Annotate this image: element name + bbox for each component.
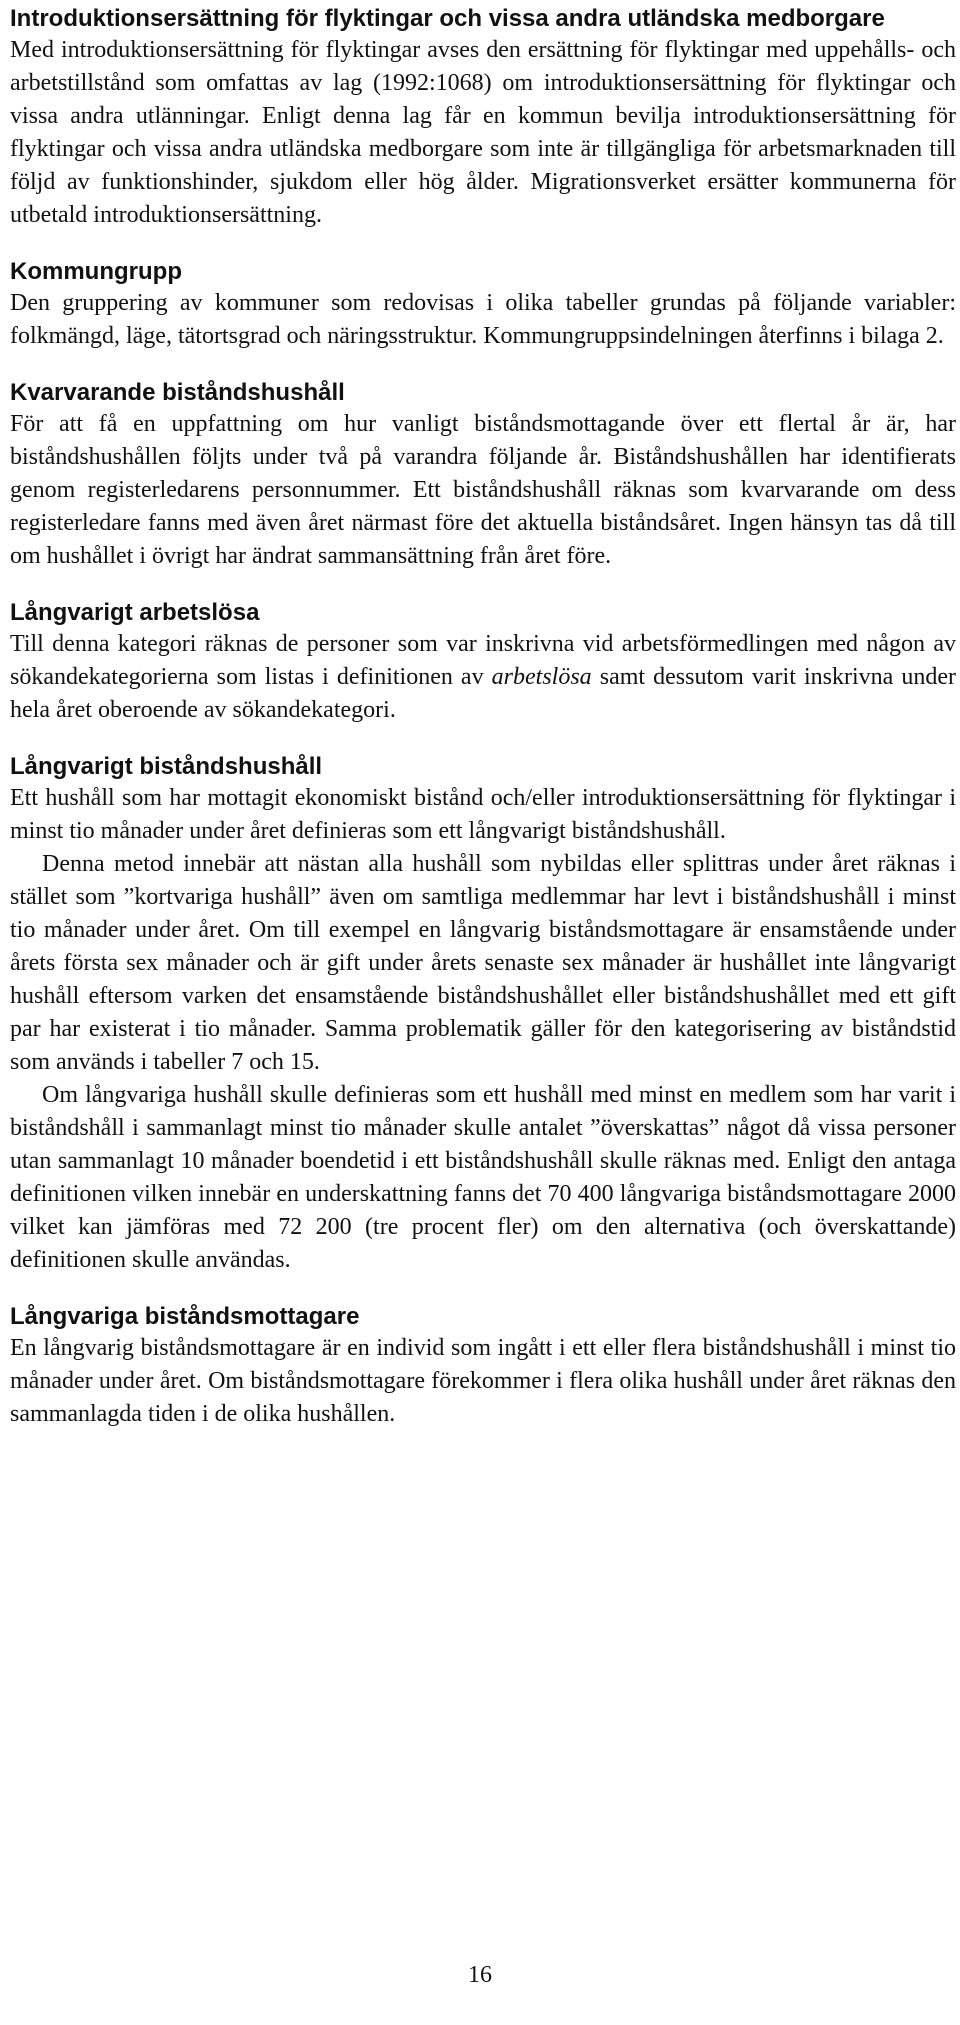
section-heading: Kommungrupp (10, 258, 182, 285)
section-paragraph: En långvarig biståndsmottagare är en individ som ingått i ett eller flera biståndshushåll i minst tio månader under året. Om biståndsmottagare förekommer i flera olika hushåll under året räknas den sammanlagda tiden i de olika hushållen. (10, 1335, 956, 1427)
document-page (10, 4, 956, 1456)
term-arbetslosa: arbetslösa (491, 664, 592, 690)
section-heading: Introduktionsersättning för flyktingar och vissa andra utländska medborgare (10, 5, 885, 32)
section-paragraph: Med introduktionsersättning för flyktingar avses den ersättning för flyktingar med uppehålls- och arbetstillstånd som omfattas av lag (1992:1068) om introduktionsersättning för flyktingar och vissa andra utlänningar. Enligt denna lag får en kommun bevilja introduktionsersättning för flyktingar och vissa andra utländska medborgare som inte är tillgängliga för arbetsmarknaden till följd av funktionshinder, sjukdom eller hög ålder. Migrationsverket ersätter kommunerna för utbetald introduktionsersättning. (10, 37, 956, 228)
section-kommungrupp (10, 257, 956, 353)
paragraph-text: Till denna kategori räknas de personer som var inskrivna vid arbetsförmedlingen med någon av sökandekategorierna som listas i definitionen av (10, 631, 956, 690)
section-paragraph: Den gruppering av kommuner som redovisas i olika tabeller grundas på följande variabler: folkmängd, läge, tätortsgrad och näringsstruktur. Kommungruppsindelningen återfinns i bilaga 2. (10, 290, 956, 349)
page-number: 16 (468, 1962, 492, 1988)
section-langvariga-bistandsmottagare (10, 1302, 956, 1431)
section-paragraph (10, 628, 956, 727)
section-heading: Långvarigt arbetslösa (10, 599, 260, 626)
section-paragraph: För att få en uppfattning om hur vanligt biståndsmottagande över ett flertal år är, har biståndshushållen följts under två på varandra följande år. Biståndshushållen har identifierats genom registerledarens personnummer. Ett biståndshushåll räknas som kvarvarande om dess registerledare fanns med även året närmast före det aktuella biståndsåret. Ingen hänsyn tas då till om hushållet i övrigt har ändrat sammansättning från året före. (10, 411, 956, 569)
section-heading: Långvarigt biståndshushåll (10, 753, 323, 780)
section-paragraph: Ett hushåll som har mottagit ekonomiskt bistånd och/eller introduktionsersättning för flyktingar i minst tio månader under året definieras som ett långvarigt biståndshushåll. (10, 785, 956, 844)
section-kvarvarande-bistandshushall (10, 378, 956, 573)
section-paragraph: Denna metod innebär att nästan alla hushåll som nybildas eller splittras under året räknas i stället som ”kortvariga hushåll” även om samtliga medlemmar har levt i biståndshushåll i minst tio månader under året. Om till exempel en långvarig biståndsmottagare är ensamstående under årets första sex månader och är gift under årets senaste sex månader är hushållet inte långvarigt hushåll eftersom varken det ensamstående biståndshushållet eller biståndshushållet med ett gift par har existerat i tio månader. Samma problematik gäller för den kategorisering av biståndstid som används i tabeller 7 och 15. (10, 851, 956, 1075)
section-heading: Kvarvarande biståndshushåll (10, 379, 345, 406)
paragraph-text: samt dessutom varit inskrivna under hela året oberoende av sökandekategori. (10, 664, 956, 723)
section-langvarigt-bistandshushall (10, 752, 956, 1277)
section-introduktionsersattning (10, 4, 956, 232)
section-paragraph: Om långvariga hushåll skulle definieras som ett hushåll med minst en medlem som har varit i biståndshåll i sammanlagt minst tio månader skulle antalet ”överskattas” något då vissa personer utan sammanlagt 10 månader boendetid i ett biståndshushåll skulle räknas med. Enligt den antaga definitionen vilken innebär en underskattning fanns det 70 400 långvariga biståndsmottagare 2000 vilket kan jämföras med 72 200 (tre procent fler) om den alternativa (och överskattande) definitionen skulle användas. (10, 1082, 956, 1273)
section-heading: Långvariga biståndsmottagare (10, 1303, 360, 1330)
section-langvarigt-arbetslosa (10, 598, 956, 727)
